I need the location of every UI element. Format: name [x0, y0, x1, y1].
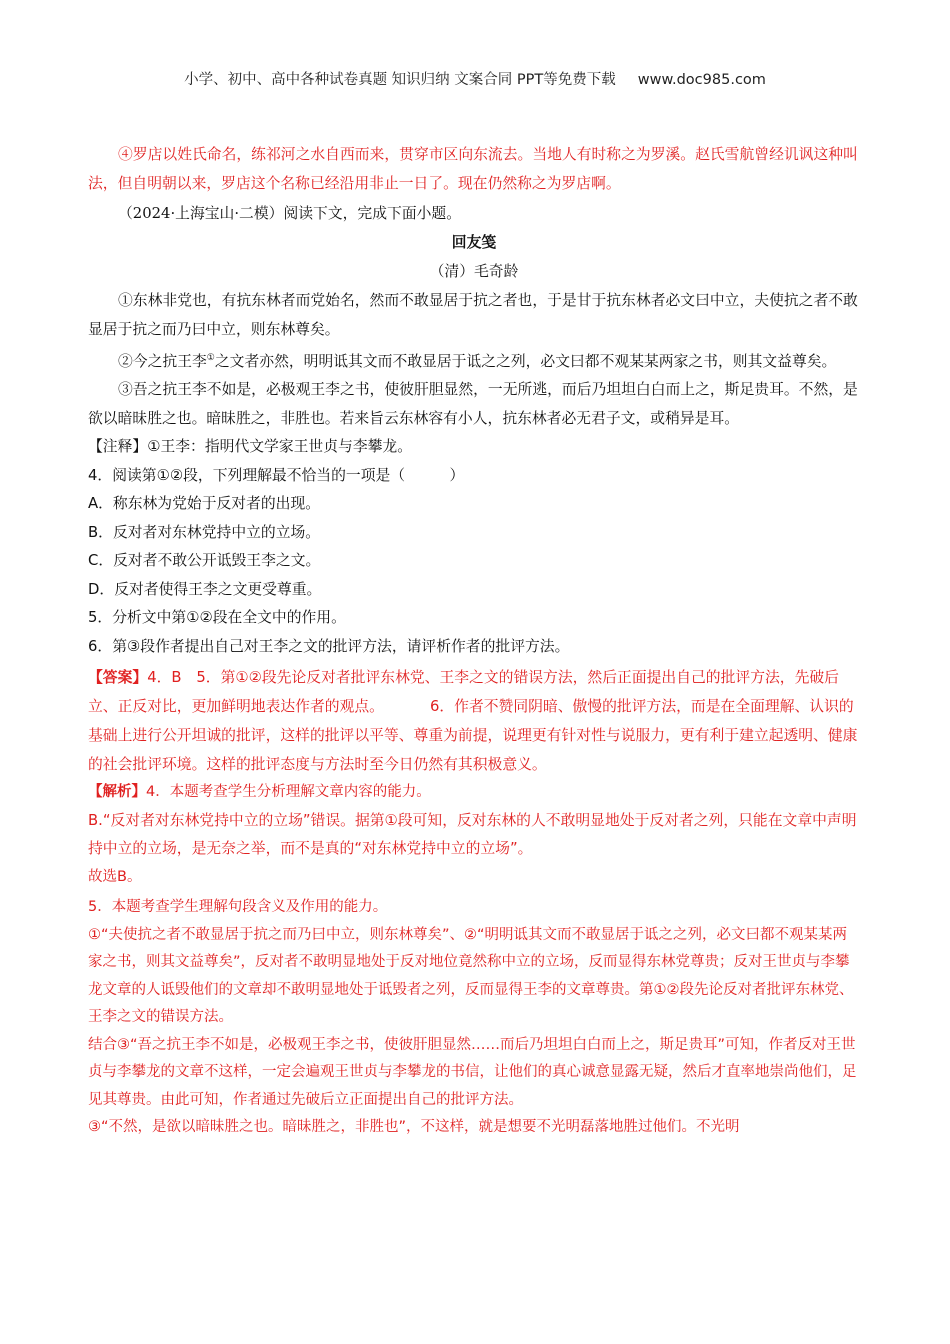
question-4: 4．阅读第①②段，下列理解最不恰当的一项是（ ）: [88, 466, 465, 484]
option-d: D．反对者使得王李之文更受尊重。: [88, 580, 322, 598]
passage-title: 回友笺: [451, 234, 497, 251]
answer-block: 【答案】4．B 5．第①②段先论反对者批评东林党、王李之文的错误方法，然后正面提出自己的批评方法，先破后立、正反对比，更加鲜明地表达作者的观点。 6．作者不赞同阴暗、傲慢的批评方法，而是在全面理解、认识的基础上进行公开坦诚的批评，这样的批评以平等、尊重为前提，说理更有针对性与说服力，更有利于建立起透明、健康的社会批评环境。这样的批评态度与方法时至今日仍然有其积极意义。: [88, 669, 858, 774]
passage-paragraph-2: ②今之抗王李①之文者亦然，明明诋其文而不敢显居于诋之之列，必文曰都不观某某两家之书，则其文益尊矣。: [118, 352, 837, 370]
analysis-q5-paragraph-2: 结合③“吾之抗王李不如是，必极观王李之书，使彼肝胆显然……而后乃坦坦白白而上之，斯足贵耳”可知，作者反对王世贞与李攀龙的文章不这样，一定会遍观王世贞与李攀龙的书信，让他们的真心诚意显露无疑，然后才直率地崇尚他们，足见其尊贵。由此可知，作者通过先破后立正面提出自己的批评方法。: [88, 1036, 857, 1108]
source-note: （2024·上海宝山·二模）阅读下文，完成下面小题。: [118, 205, 462, 222]
option-b: B．反对者对东林党持中立的立场。: [88, 523, 321, 541]
analysis-q4-option-b: B.“反对者对东林党持中立的立场”错误。据第①段可知，反对东林的人不敢明显地处于反对者之列，只能在文章中声明持中立的立场，是无奈之举，而不是真的“对东林党持中立的立场”。: [88, 811, 857, 858]
annotation-note: 【注释】①王李：指明代文学家王世贞与李攀龙。: [88, 438, 413, 456]
analysis-q5-paragraph-3: ③“不然，是欲以暗昧胜之也。暗昧胜之，非胜也”，不这样，就是想要不光明磊落地胜过他们。不光明: [88, 1119, 740, 1136]
analysis-q5-paragraph-1: ①“夫使抗之者不敢显居于抗之而乃曰中立，则东林尊矣”、②“明明诋其文而不敢显居于诋之之列，必文曰都不观某某两家之书，则其文益尊矣”，反对者不敢明显地处于反对地位竟然称中立的立场，反而显得东林党尊贵；反对王世贞与李攀龙文章的人诋毁他们的文章却不敢明显地处于诋毁者之列，反而显得王李的文章尊贵。第①②段先论反对者批评东林党、王李之文的错误方法。: [88, 926, 854, 1026]
page-header: [0, 68, 950, 89]
passage-paragraph-3: ③吾之抗王李不如是，必极观王李之书，使彼肝胆显然，一无所逃，而后乃坦坦白白而上之，斯足贵耳。不然，是欲以暗昧胜之也。暗昧胜之，非胜也。若来旨云东林容有小人，抗东林者必无君子文，或稍异是耳。: [88, 381, 858, 427]
question-6: 6．第③段作者提出自己对王李之文的批评方法，请评析作者的批评方法。: [88, 637, 570, 655]
header-text: 小学、初中、高中各种试卷真题 知识归纳 文案合同 PPT等免费下载: [184, 72, 616, 88]
analysis-label: 【解析】: [88, 784, 146, 801]
passage-author: （清）毛奇龄: [429, 263, 519, 280]
answer-label: 【答案】: [88, 669, 148, 687]
analysis-q4-conclusion: 故选B。: [88, 868, 142, 885]
analysis-heading: 【解析】4．本题考查学生分析理解文章内容的能力。: [88, 784, 431, 801]
previous-item-paragraph: ④罗店以姓氏命名，练祁河之水自西而来，贯穿市区向东流去。当地人有时称之为罗溪。赵氏雪航曾经讥讽这种叫法，但自明朝以来，罗店这个名称已经沿用非止一日了。现在仍然称之为罗店啊。: [88, 146, 858, 192]
option-c: C．反对者不敢公开诋毁王李之文。: [88, 552, 321, 570]
document-body: [88, 140, 860, 1142]
question-5: 5．分析文中第①②段在全文中的作用。: [88, 609, 346, 627]
analysis-q5-intro: 5．本题考查学生理解句段含义及作用的能力。: [88, 899, 388, 916]
passage-paragraph-1: ①东林非党也，有抗东林者而党始名，然而不敢显居于抗之者也，于是甘于抗东林者必文曰中立，夫使抗之者不敢显居于抗之而乃曰中立，则东林尊矣。: [88, 292, 858, 338]
footnote-marker: ①: [206, 353, 215, 363]
header-site-link[interactable]: www.doc985.com: [637, 72, 766, 88]
option-a: A．称东林为党始于反对者的出现。: [88, 495, 321, 513]
